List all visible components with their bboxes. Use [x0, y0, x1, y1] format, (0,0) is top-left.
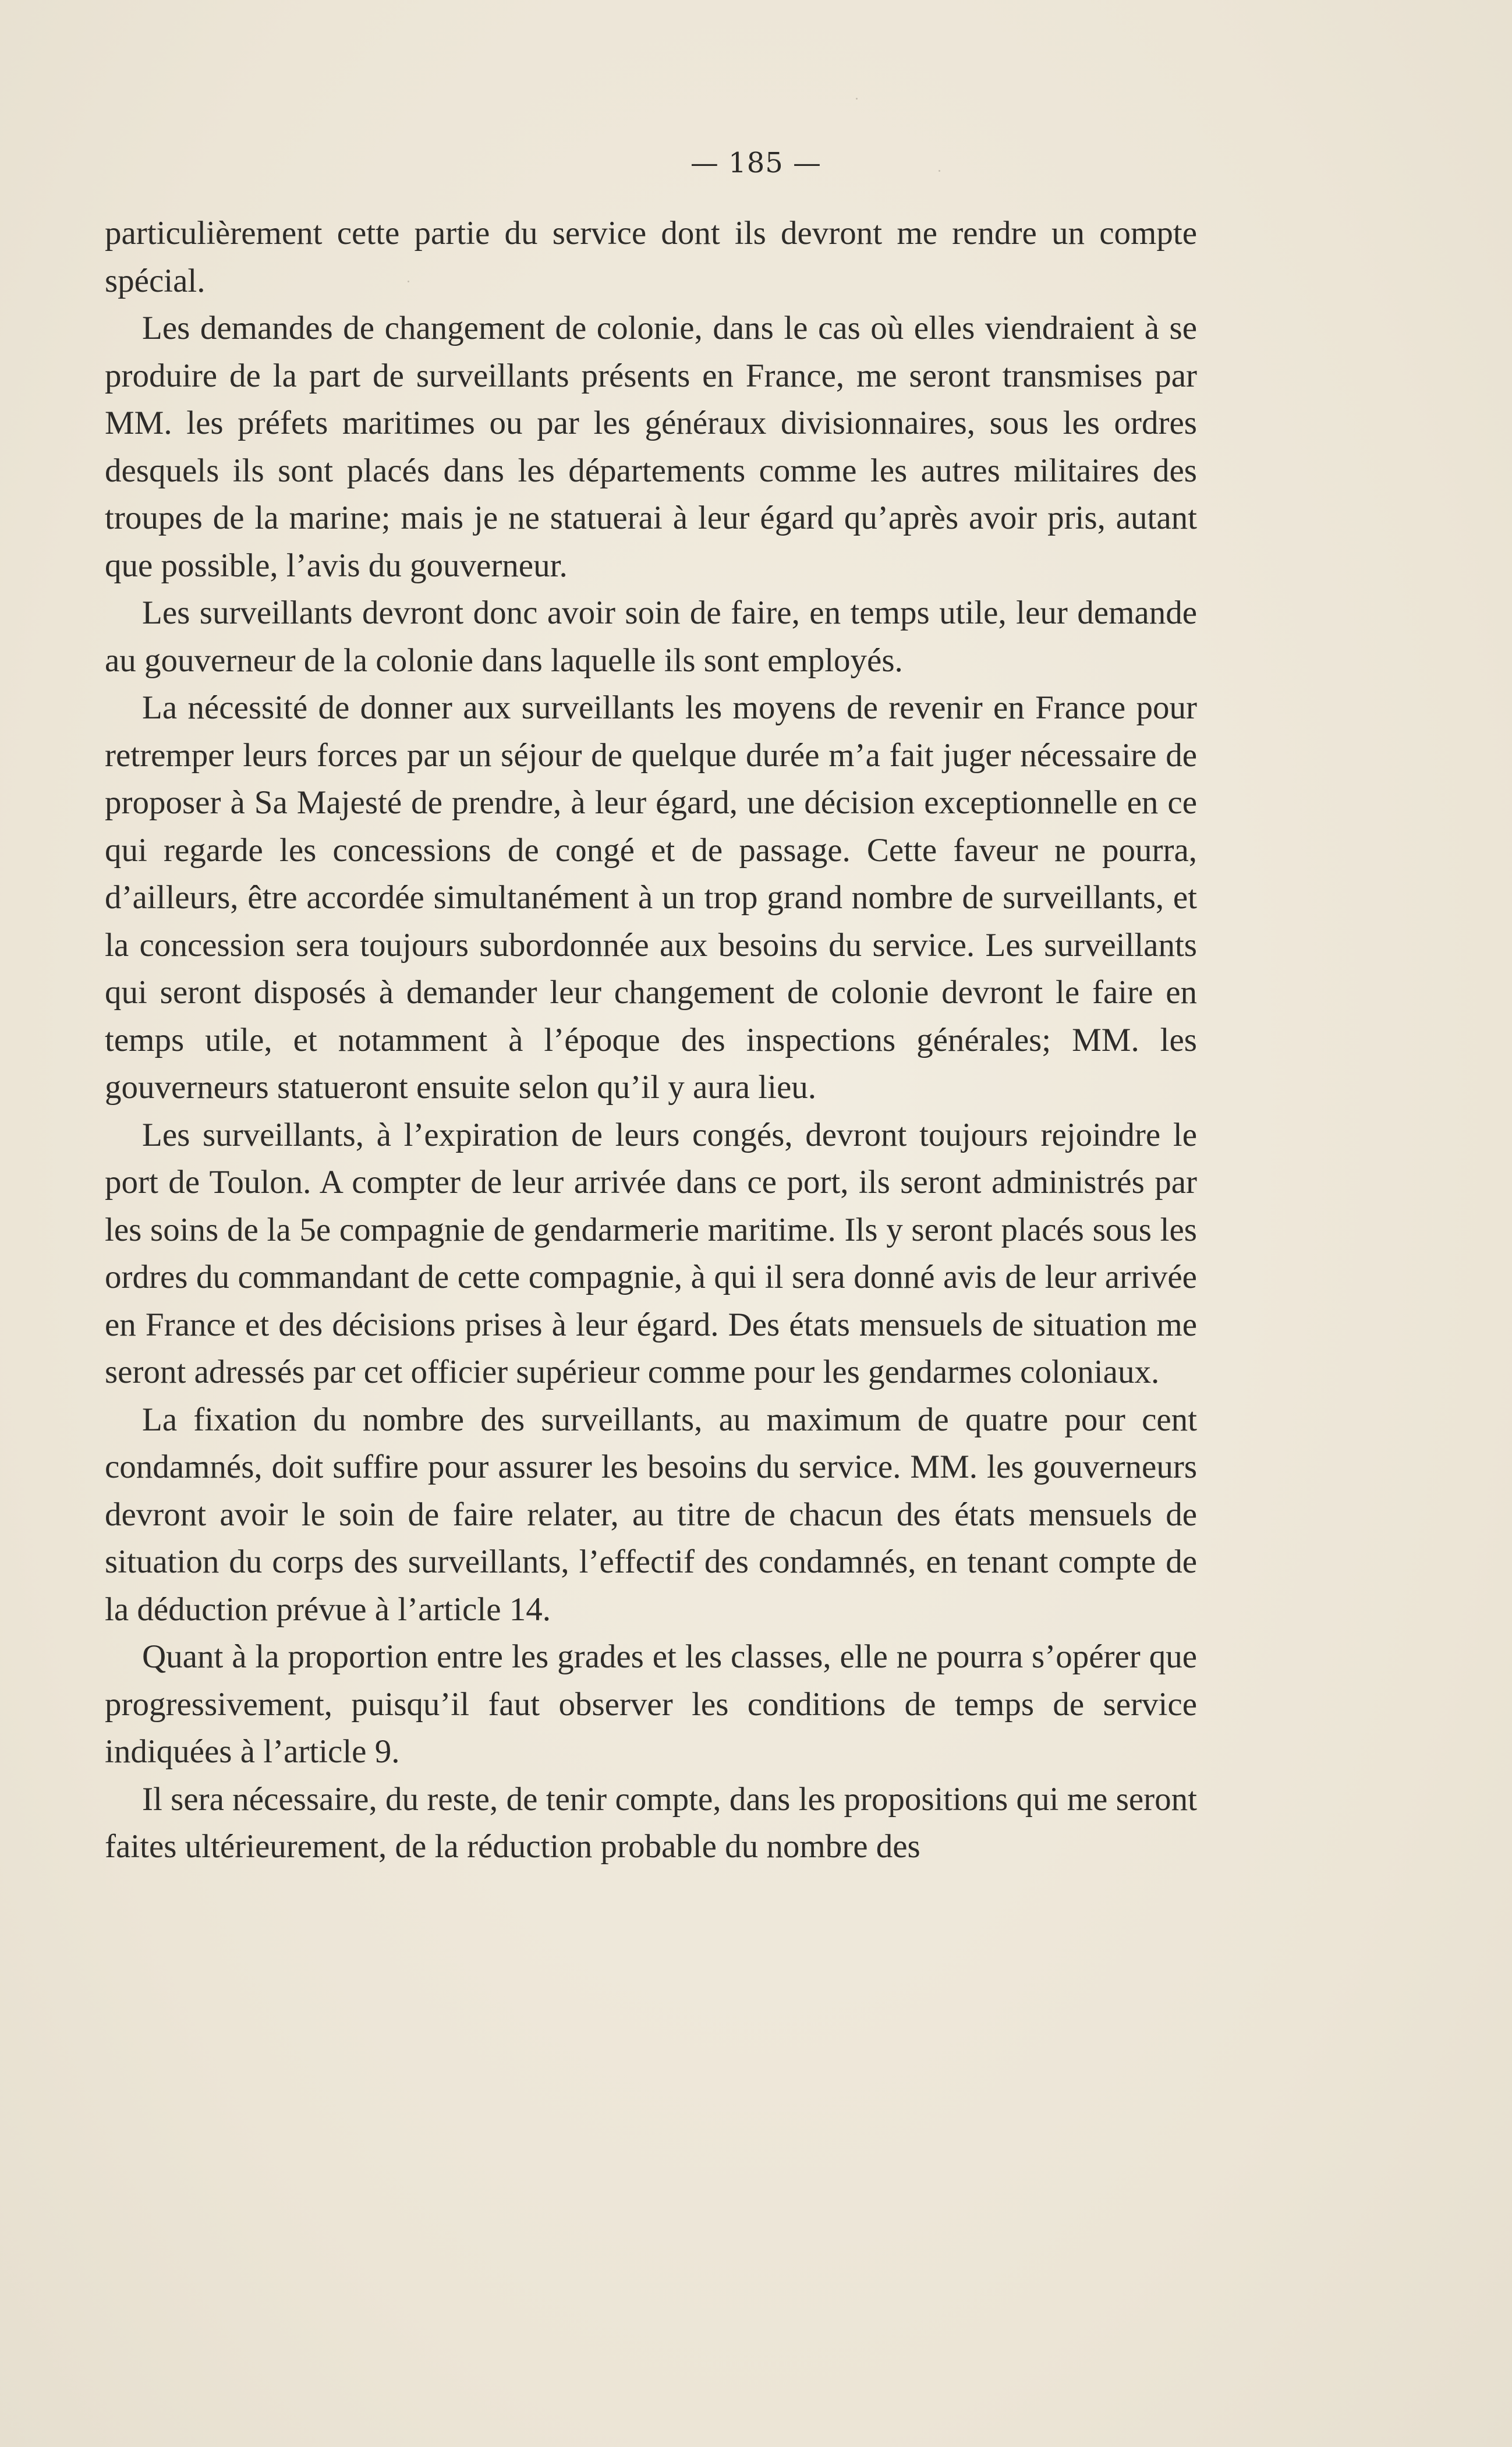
paper-speck: [939, 170, 940, 172]
paragraph-3: Les surveillants devront donc avoir soin de faire, en temps utile, leur demande au gouverneur de la colonie dans laquelle ils sont employés.: [105, 594, 1197, 679]
paragraph-6: La fixation du nombre des surveillants, au maximum de quatre pour cent condamnés, doit suffire pour assurer les besoins du service. MM. les gouverneurs devront avoir le soin de faire relater, au titre de chacun des états mensuels de situation du corps des surveillants, l’effectif des condamnés, en tenant compte de la déduction prévue à l’article 14.: [105, 1401, 1197, 1628]
paper-speck: [408, 281, 409, 282]
page-number: — 185 —: [690, 147, 822, 179]
paragraph-8: Il sera nécessaire, du reste, de tenir compte, dans les propositions qui me seront faites ultérieurement, de la réduction probable du nombre des: [105, 1780, 1197, 1865]
paragraph-2: Les demandes de changement de colonie, dans le cas où elles viendraient à se produire de la part de surveillants présents en France, me seront transmises par MM. les préfets maritimes ou par les généraux divisionnaires, sous les ordres desquels ils sont placés dans les départements comme les autres militaires des troupes de la marine; mais je ne statuerai à leur égard qu’après avoir pris, autant que possible, l’avis du gouverneur.: [105, 310, 1197, 584]
paper-speck: [856, 98, 858, 100]
body-text: [105, 210, 1197, 1871]
paragraph-7: Quant à la proportion entre les grades et les classes, elle ne pourra s’opérer que progressivement, puisqu’il faut observer les conditions de temps de service indiquées à l’article 9.: [105, 1638, 1197, 1770]
paragraph-1: particulièrement cette partie du service dont ils devront me rendre un compte spécial.: [105, 215, 1197, 299]
paragraph-4: La nécessité de donner aux surveillants les moyens de revenir en France pour retremper leurs forces par un séjour de quelque durée m’a fait juger nécessaire de proposer à Sa Majesté de prendre, à leur égard, une décision exceptionnelle en ce qui regarde les concessions de congé et de passage. Cette faveur ne pourra, d’ailleurs, être accordée simultanément à un trop grand nombre de surveillants, et la concession sera toujours subordonnée aux besoins du service. Les surveillants qui seront disposés à demander leur changement de colonie devront le faire en temps utile, et notamment à l’époque des inspections générales; MM. les gouverneurs statueront ensuite selon qu’il y aura lieu.: [105, 689, 1197, 1106]
paragraph-5: Les surveillants, à l’expiration de leurs congés, devront toujours rejoindre le port de Toulon. A compter de leur arrivée dans ce port, ils seront administrés par les soins de la 5e compagnie de gendarmerie maritime. Ils y seront placés sous les ordres du commandant de cette compagnie, à qui il sera donné avis de leur arrivée en France et des décisions prises à leur égard. Des états mensuels de situation me seront adressés par cet officier supérieur comme pour les gendarmes coloniaux.: [105, 1116, 1197, 1390]
